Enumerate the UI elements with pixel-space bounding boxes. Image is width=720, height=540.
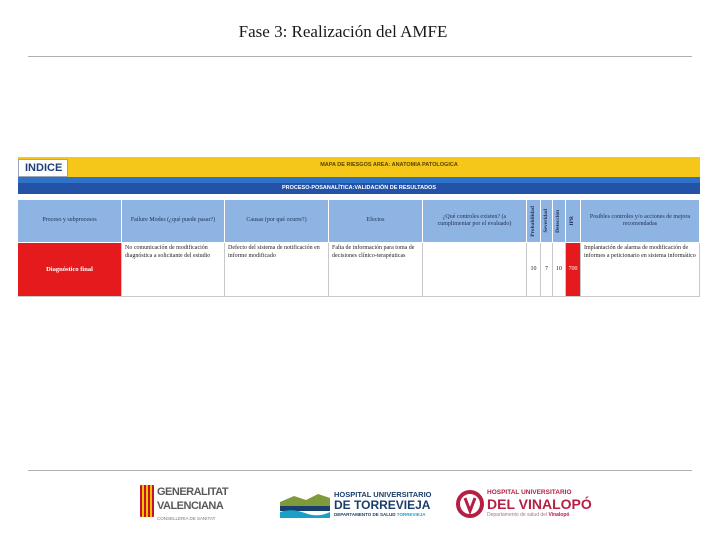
col-header-causes: Causas (por qué ocurre?) [225,200,329,243]
col-header-ipr: IPR [566,200,581,243]
generalitat-valenciana-logo [140,483,230,527]
logo-text: DE TORREVIEJA [334,498,431,512]
map-header-band [18,157,700,177]
cell-cause: Defecto del sistema de notificación en informe modificado [225,243,329,297]
cell-effect: Falta de información para toma de decisiones clínico-terapéuticas [329,243,423,297]
cell-ipr: 700 [566,243,581,297]
cell-failure-mode: No comunicación de modificación diagnóstica a solicitante del estudio [122,243,225,297]
logo-text: HOSPITAL UNIVERSITARIO [487,489,572,496]
vinalopo-emblem-icon [456,489,484,519]
crest-icon [140,485,154,517]
bottom-divider [28,470,692,471]
logo-subtext: Departamento de salud del Vinalopó [487,512,570,518]
indice-button[interactable]: INDICE [18,159,68,177]
cell-process: Diagnóstico final [18,243,122,297]
logo-text: GENERALITAT [157,486,229,498]
col-header-actions: Posibles controles y/o acciones de mejora recomendadas [581,200,700,243]
cell-severidad: 7 [541,243,553,297]
col-header-failure-modes: Failure Modes (¿qué puede pasar?) [122,200,225,243]
table-row [18,243,700,297]
process-header: PROCESO-POSANALÍTICA:VALIDACIÓN DE RESULTADOS [18,183,700,194]
logo-text: DEL VINALOPÓ [487,496,592,512]
hospital-vinalopo-logo [456,488,596,522]
cell-probabilidad: 10 [527,243,541,297]
map-header: MAPA DE RIESGOS AREA: ANATOMIA PATOLOGICA [320,162,458,168]
amfe-table-image [18,157,700,298]
hospital-torrevieja-logo [280,488,435,522]
logo-text: HOSPITAL UNIVERSITARIO [334,490,432,499]
logo-subtext: DEPARTAMENTO DE SALUD TORREVIEJA [334,512,426,517]
col-header-deteccion: Detección [553,200,566,243]
logo-subtext: CONSELLERIA DE SANITAT [157,516,216,521]
cell-actions: Implantación de alarma de modificación de informes a peticionario en sistema informático [581,243,700,297]
slide-title: Fase 3: Realización del AMFE [238,22,448,41]
column-header-row [18,200,700,243]
cell-controls [423,243,527,297]
col-header-severidad: Severidad [541,200,553,243]
col-header-probabilidad: Probabilidad [527,200,541,243]
torrevieja-emblem-icon [280,492,330,518]
cell-deteccion: 10 [553,243,566,297]
col-header-controls: ¿Qué controles existen? (a cumplimentar por el evaluado) [423,200,527,243]
logo-text: VALENCIANA [157,500,224,512]
col-header-process: Proceso y subprocesos [18,200,122,243]
col-header-effects: Efectos [329,200,423,243]
top-divider [28,56,692,57]
